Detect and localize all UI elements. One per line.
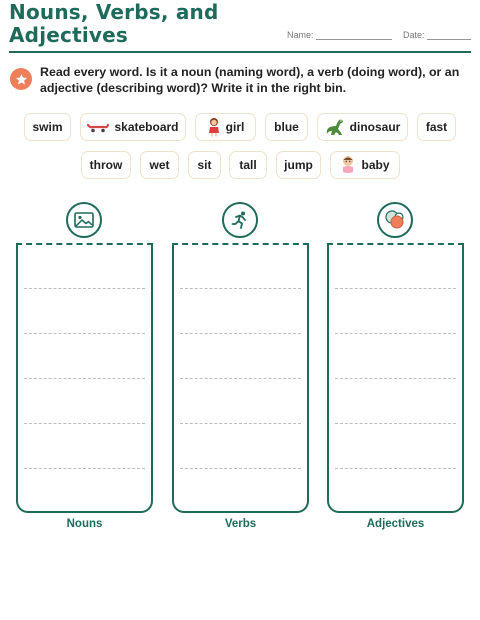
word-chip[interactable] (81, 151, 131, 179)
word-label: sit (197, 158, 212, 172)
writing-line (335, 468, 456, 469)
writing-line (24, 333, 145, 334)
writing-line (335, 333, 456, 334)
word-chip[interactable] (330, 151, 400, 179)
word-chip[interactable] (24, 113, 71, 141)
word-label: fast (425, 120, 448, 134)
girl-icon (207, 117, 221, 137)
writing-line (180, 468, 301, 469)
word-chip[interactable] (195, 113, 256, 141)
word-chip[interactable] (265, 113, 308, 141)
word-chip[interactable] (317, 113, 408, 141)
dinosaur-icon (325, 117, 345, 137)
word-label: skateboard (114, 120, 179, 134)
writing-line (335, 423, 456, 424)
adjectives-bin[interactable] (327, 243, 464, 513)
picture-icon (66, 202, 102, 238)
writing-line (180, 333, 301, 334)
writing-line (24, 468, 145, 469)
star-icon (10, 68, 32, 90)
word-label: girl (225, 120, 245, 134)
word-label: tall (239, 158, 257, 172)
word-chip[interactable] (417, 113, 456, 141)
word-chip[interactable] (140, 151, 179, 179)
writing-line (180, 288, 301, 289)
date-field[interactable] (403, 30, 471, 40)
date-line (427, 39, 471, 40)
word-label: swim (32, 120, 63, 134)
name-field[interactable] (287, 30, 392, 40)
verbs-bin[interactable] (172, 243, 309, 513)
nouns-bin[interactable] (16, 243, 153, 513)
word-label: jump (284, 158, 313, 172)
writing-line (335, 288, 456, 289)
header-rule (9, 51, 471, 53)
word-label: wet (149, 158, 170, 172)
word-chip[interactable] (188, 151, 221, 179)
adjectives-bin-label: Adjectives (366, 518, 425, 530)
baby-icon (340, 155, 356, 175)
word-label: blue (274, 120, 299, 134)
word-label: throw (89, 158, 123, 172)
running-person-icon (222, 202, 258, 238)
word-chip[interactable] (276, 151, 321, 179)
writing-line (24, 288, 145, 289)
writing-line (180, 423, 301, 424)
instructions-text: Read every word. Is it a noun (naming word), a verb (doing word), or an adjective (describing word)? Write it in the right bin. (40, 65, 460, 95)
date-label: Date: (403, 30, 425, 40)
word-bank-row-1 (0, 113, 480, 143)
page-title: Nouns, Verbs, and Adjectives (9, 0, 219, 47)
name-label: Name: (287, 30, 314, 40)
color-palette-icon (377, 202, 413, 238)
nouns-bin-label: Nouns (66, 518, 103, 530)
writing-line (180, 378, 301, 379)
writing-line (24, 423, 145, 424)
word-chip[interactable] (229, 151, 267, 179)
word-label: baby (361, 158, 390, 172)
writing-line (24, 378, 145, 379)
word-label: dinosaur (349, 120, 401, 134)
word-bank-row-2 (0, 151, 480, 181)
writing-line (335, 378, 456, 379)
verbs-bin-label: Verbs (224, 518, 257, 530)
skateboard-icon (87, 121, 109, 133)
word-chip[interactable] (80, 113, 186, 141)
name-line (316, 39, 392, 40)
